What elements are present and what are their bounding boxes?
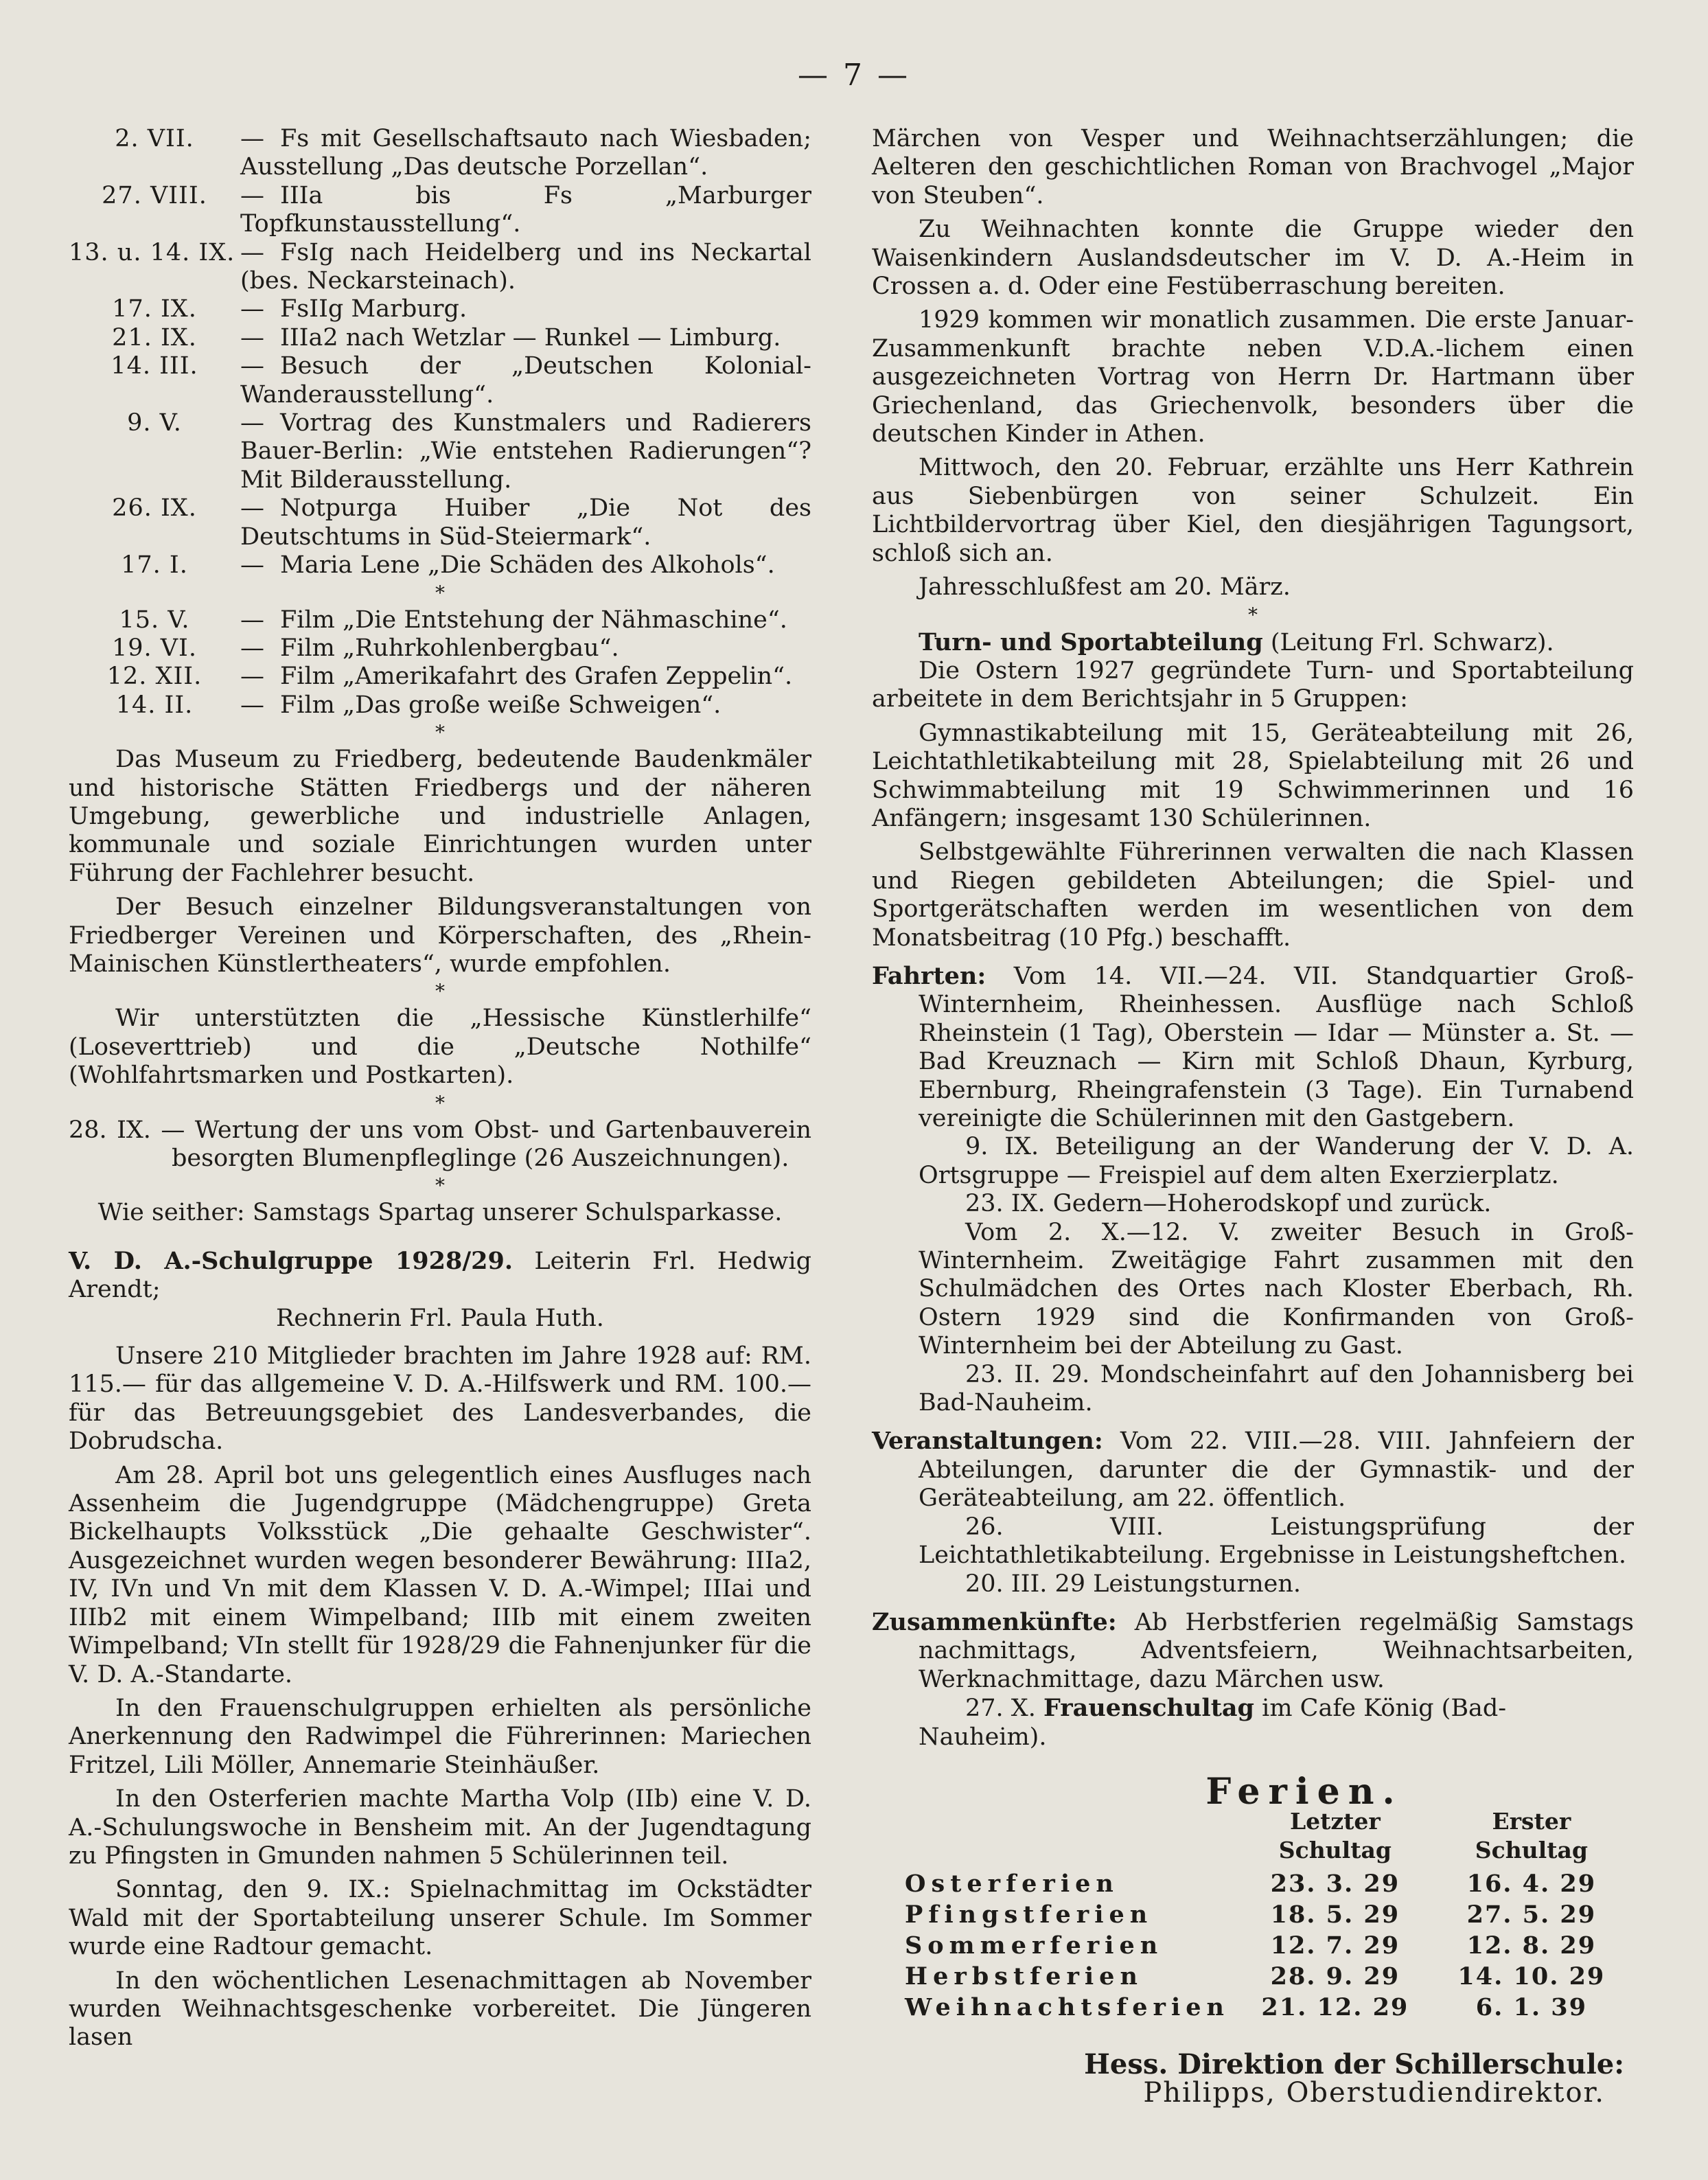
paragraph-museum: Das Museum zu Friedberg, bedeutende Baudenkmäler und historische Stätten Friedbergs und der näheren Umgebung, gewerbliche und industrielle Anlagen, kommunale und soziale Einrichtungen wurden unter Führung der Fachlehrer besucht.: [69, 746, 811, 887]
event-entry: 21. IX. — IIIa2 nach Wetzlar — Runkel — Limburg.: [112, 323, 781, 352]
table-row: Weihnachtsferien 21. 12. 29 6. 1. 39: [905, 1993, 1587, 2021]
paragraph-mitglieder: Unsere 210 Mitglieder brachten im Jahre 1928 auf: RM. 115.— für das allgemeine V. D. A.-Hilfswerk und RM. 100.— für das Betreuungsgebiet des Landesverbandes, die Dobrudscha.: [69, 1342, 811, 1456]
column-header-last-schoolday: Letzter Schultag: [1278, 1808, 1392, 1863]
event-entry: 14. III. — Besuch der „Deutschen Kolonial-Wanderausstellung“.: [111, 352, 811, 409]
table-row: Herbstferien 28. 9. 29 14. 10. 29: [905, 1962, 1606, 1990]
event-entry: 26. IX. — Notpurga Huiber „Die Not des Deutschtums in Süd-Steiermark“.: [112, 494, 811, 551]
paragraph-osterferien: In den Osterferien machte Martha Volp (IIb) eine V. D. A.-Schulungswoche in Bensheim mit. An der Jugendtagung zu Pfingsten in Gmunden nahmen 5 Schülerinnen teil.: [69, 1785, 811, 1870]
event-entry: 9. V. — Vortrag des Kunstmalers und Radierers Bauer-Berlin: „Wie entstehen Radierungen“? Mit Bilderausstellung.: [127, 409, 811, 494]
vda-heading: V. D. A.-Schulgruppe 1928/29. Leiterin Frl. Hedwig Arendt;: [69, 1246, 811, 1304]
veranstaltungen-section: [872, 1427, 1634, 1598]
paragraph-spielnachmittag: Sonntag, den 9. IX.: Spielnachmittag im Ockstädter Wald mit der Sportabteilung unserer Schule. Im Sommer wurde eine Radtour gemacht.: [69, 1876, 811, 1961]
section-separator: *: [435, 581, 445, 604]
film-entry: 15. V. — Film „Die Entstehung der Nähmaschine“.: [119, 606, 787, 634]
event-entry: 17. IX. — FsIIg Marburg.: [112, 295, 468, 323]
paragraph-weihnachten: Zu Weihnachten konnte die Gruppe wieder den Waisenkindern Auslandsdeutscher im V. D. A.-Heim in Crossen a. d. Oder eine Festüberraschung bereiten.: [872, 216, 1634, 301]
paragraph-1929: 1929 kommen wir monatlich zusammen. Die erste Januar-Zusammenkunft brachte neben V.D.A.-lichem einen ausgezeichneten Vortrag von Herrn Dr. Hartmann über Griechenland, das Griechenvolk, besonders über die deutschen Kinder in Athen.: [872, 306, 1634, 448]
column-header-first-schoolday: Erster Schultag: [1475, 1808, 1588, 1863]
signature-name: Philipps, Oberstudiendirektor.: [1143, 2076, 1605, 2109]
section-separator: *: [435, 1091, 445, 1114]
left-column: [69, 125, 811, 2052]
paragraph-fuehrerinnen: Selbstgewählte Führerinnen verwalten die nach Klassen und Riegen gebildeten Abteilungen; die Spiel- und Sportgerätschaften werden im wesentlichen von dem Monatsbeitrag (10 Pfg.) beschafft.: [872, 838, 1634, 952]
veranstaltungen-first: Veranstaltungen: Vom 22. VIII.—28. VIII. Jahnfeiern der Abteilungen, darunter die der Gymnastik- und der Geräteabteilung, am 22. öffentlich.: [872, 1427, 1634, 1513]
fahrten-item: 23. II. 29. Mondscheinfahrt auf den Johannisberg bei Bad-Nauheim.: [919, 1360, 1634, 1417]
zusammenkuenfte-item: 27. X. Frauenschultag im Cafe König (Bad-Nauheim).: [919, 1694, 1507, 1751]
table-row: Osterferien 23. 3. 29 16. 4. 29: [905, 1869, 1597, 1898]
film-entry: 12. XII. — Film „Amerikafahrt des Grafen Zeppelin“.: [106, 663, 793, 691]
paragraph-april: Am 28. April bot uns gelegentlich eines Ausfluges nach Assenheim die Jugendgruppe (Mädchengruppe) Greta Bickelhaupts Volksstück „Die gehaalte Geschwister“. Ausgezeichnet wurden wegen besonderer Bewährung: IIIa2, IV, IVn und Vn mit dem Klassen V. D. A.-Wimpel; IIIai und IIIb2 mit einem Wimpelband; IIIb mit einem zweiten Wimpelband; VIn stellt für 1928/29 die Fahnenjunker für die V. D. A.-Standarte.: [69, 1461, 811, 1688]
veranstaltungen-item: 20. III. 29 Leistungsturnen.: [965, 1570, 1302, 1598]
section-separator: *: [435, 980, 445, 1003]
paragraph-jahresschlussfest: Jahresschlußfest am 20. März.: [919, 573, 1291, 601]
section-separator: *: [435, 721, 445, 744]
paragraph-mittwoch: Mittwoch, den 20. Februar, erzählte uns Herr Kathrein aus Siebenbürgen von seiner Schulzeit. Ein Lichtbildervortrag über Kiel, den diesjährigen Tagungsort, schloß sich an.: [872, 454, 1634, 567]
ferien-title: Ferien.: [1205, 1770, 1403, 1813]
paragraph-frauenschulgruppen: In den Frauenschulgruppen erhielten als persönliche Anerkennung den Radwimpel die Führerinnen: Mariechen Fritzel, Lili Möller, Annemarie Steinhäußer.: [69, 1694, 811, 1779]
turn-heading: Turn- und Sportabteilung (Leitung Frl. Schwarz).: [919, 628, 1554, 656]
page-number: — 7 —: [798, 58, 910, 93]
fahrten-item: 23. IX. Gedern—Hoherodskopf und zurück.: [965, 1190, 1492, 1218]
film-entry: 14. II. — Film „Das große weiße Schweigen“.: [115, 691, 722, 719]
vda-subheading: Rechnerin Frl. Paula Huth.: [276, 1304, 604, 1332]
film-list: [69, 606, 811, 720]
paragraph-lesenachmittage: In den wöchentlichen Lesenachmittagen ab November wurden Weihnachtsgeschenke vorbereitet. Die Jüngeren lasen: [69, 1966, 811, 2052]
zusammenkuenfte-section: [872, 1608, 1634, 1752]
zusammenkuenfte-first: Zusammenkünfte: Ab Herbstferien regelmäßig Samstags nachmittags, Adventsfeiern, Weihnachtsarbeiten, Werknachmittage, dazu Märchen usw.: [872, 1607, 1634, 1693]
fahrten-item: 9. IX. Beteiligung an der Wanderung der V. D. A. Ortsgruppe — Freispiel auf dem alten Exerzierplatz.: [919, 1133, 1634, 1189]
event-entry: 13. u. 14. IX. — FsIg nach Heidelberg und ins Neckartal (bes. Neckarsteinach).: [69, 238, 811, 295]
paragraph-maerchen: Märchen von Vesper und Weihnachtserzählungen; die Aelteren den geschichtlichen Roman von Brachvogel „Major von Steuben“.: [872, 125, 1634, 209]
event-list: [69, 125, 811, 580]
paragraph-kuenstlerhilfe: Wir unterstützten die „Hessische Künstlerhilfe“ (Loseverttrieb) und die „Deutsche Nothilfe“ (Wohlfahrtsmarken und Postkarten).: [69, 1005, 811, 1090]
film-entry: 19. VI. — Film „Ruhrkohlenbergbau“.: [111, 634, 619, 662]
section-separator: *: [1248, 603, 1258, 626]
signature-institution: Hess. Direktion der Schillerschule:: [1084, 2048, 1624, 2081]
event-entry: 2. VII. — Fs mit Gesellschaftsauto nach Wiesbaden; Ausstellung „Das deutsche Porzellan“.: [115, 125, 811, 181]
fahrten-item: Vom 2. X.—12. V. zweiter Besuch in Groß-Winternheim. Zweitägige Fahrt zusammen mit den Schulmädchen des Ortes nach Kloster Eberbach, Rh. Ostern 1929 sind die Konfirmanden von Groß-Winternheim bei der Abteilung zu Gast.: [919, 1218, 1634, 1360]
paragraph-gymnastik: Gymnastikabteilung mit 15, Geräteabteilung mit 26, Leichtathletikabteilung mit 28, Spielabteilung mit 26 und Schwimmabteilung mit 19 Schwimmerinnen und 16 Anfängern; insgesamt 130 Schülerinnen.: [872, 719, 1634, 832]
paragraph-gruendung: Die Ostern 1927 gegründete Turn- und Sportabteilung arbeitete in dem Berichtsjahr in 5 Gruppen:: [872, 656, 1634, 713]
veranstaltungen-item: 26. VIII. Leistungsprüfung der Leichtathletikabteilung. Ergebnisse in Leistungsheftchen.: [919, 1513, 1634, 1570]
ferien-header-row: [905, 1806, 1627, 1868]
table-row: Sommerferien 12. 7. 29 12. 8. 29: [905, 1931, 1597, 1960]
fahrten-section: [872, 962, 1634, 1418]
paragraph-wertung: 28. IX. — Wertung der uns vom Obst- und Gartenbauverein besorgten Blumenpfleglinge (26 Auszeichnungen).: [69, 1116, 811, 1172]
event-entry: 17. I. — Maria Lene „Die Schäden des Alkohols“.: [121, 551, 775, 580]
ferien-table: [905, 1806, 1627, 2023]
paragraph-bildungsveranstaltungen: Der Besuch einzelner Bildungsveranstaltungen von Friedberger Vereinen und Körperschaften, des „Rhein-Mainischen Künstlertheaters“, wurde empfohlen.: [69, 893, 811, 978]
fahrten-first: Fahrten: Vom 14. VII.—24. VII. Standquartier Groß-Winternheim, Rheinhessen. Ausflüge nach Schloß Rheinstein (1 Tag), Oberstein — Idar — Münster a. St. — Bad Kreuznach — Kirn mit Schloß Dhaun, Kyrburg, Ebernburg, Rheingrafenstein (3 Tage). Ein Turnabend vereinigte die Schülerinnen mit den Gastgebern.: [872, 961, 1634, 1132]
event-entry: 27. VIII. — IIIa bis Fs „Marburger Topfkunstausstellung“.: [102, 181, 811, 238]
paragraph-sparkasse: Wie seither: Samstags Spartag unserer Schulsparkasse.: [97, 1199, 783, 1227]
right-column: [872, 125, 1634, 2107]
table-row: Pfingstferien 18. 5. 29 27. 5. 29: [905, 1900, 1597, 1929]
section-separator: *: [435, 1174, 445, 1197]
